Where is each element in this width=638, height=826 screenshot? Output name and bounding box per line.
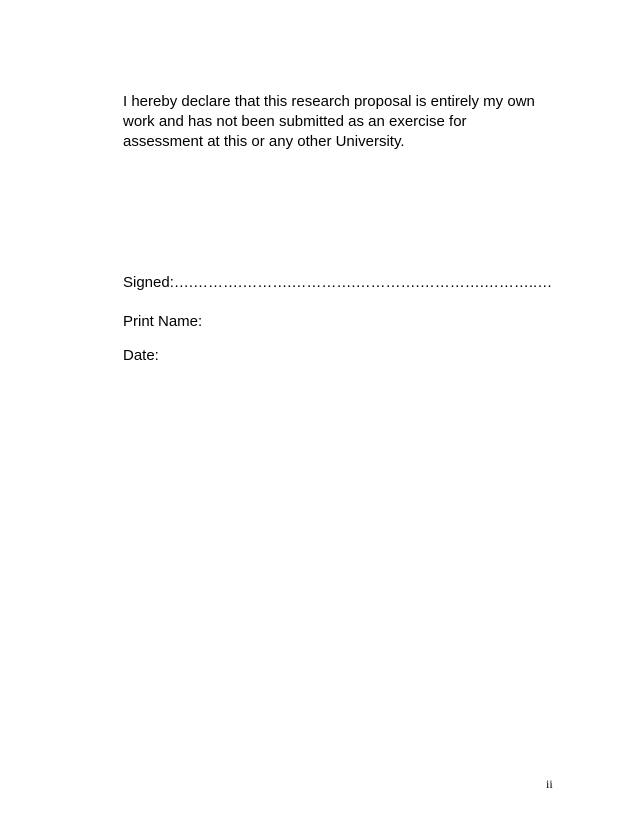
print-name-field: Print Name:	[123, 313, 203, 330]
declaration-paragraph	[123, 92, 573, 152]
declaration-line-1: I hereby declare that this research proposal is entirely my own	[123, 93, 535, 110]
date-field: Date:	[123, 347, 159, 364]
signed-field: Signed:….……….……….………….………….………….………..…	[123, 274, 553, 291]
declaration-line-2: work and has not been submitted as an exercise for	[123, 113, 467, 130]
page-number: ii	[546, 777, 553, 791]
declaration-line-3: assessment at this or any other University.	[123, 133, 405, 150]
